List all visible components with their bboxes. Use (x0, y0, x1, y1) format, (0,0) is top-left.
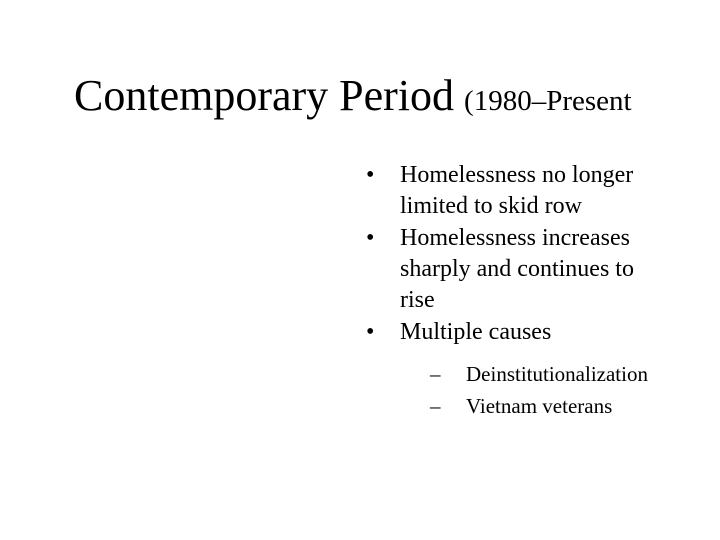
dash-icon: – (430, 362, 441, 386)
bullet-icon: • (366, 319, 375, 345)
bullet-text: Homelessness no longer limited to skid row (400, 162, 634, 219)
subbullet-item (430, 390, 666, 422)
subbullet-item (430, 358, 666, 390)
title-sub: (1980–Present (464, 85, 632, 117)
subbullet-list (430, 358, 666, 422)
bullet-item (366, 317, 666, 422)
title-main: Contemporary Period (74, 71, 455, 120)
bullet-item (366, 160, 666, 222)
dash-icon: – (430, 394, 441, 418)
bullet-text: Multiple causes (400, 319, 552, 345)
subbullet-text: Vietnam veterans (466, 394, 613, 418)
subbullet-text: Deinstitutionalization (466, 362, 648, 386)
slide-title (74, 71, 632, 120)
bullet-item (366, 223, 666, 316)
slide-body (366, 160, 666, 423)
bullet-icon: • (366, 225, 375, 251)
bullet-list (366, 160, 666, 422)
bullet-text: Homelessness increases sharply and continues to rise (400, 225, 634, 313)
bullet-icon: • (366, 162, 375, 188)
